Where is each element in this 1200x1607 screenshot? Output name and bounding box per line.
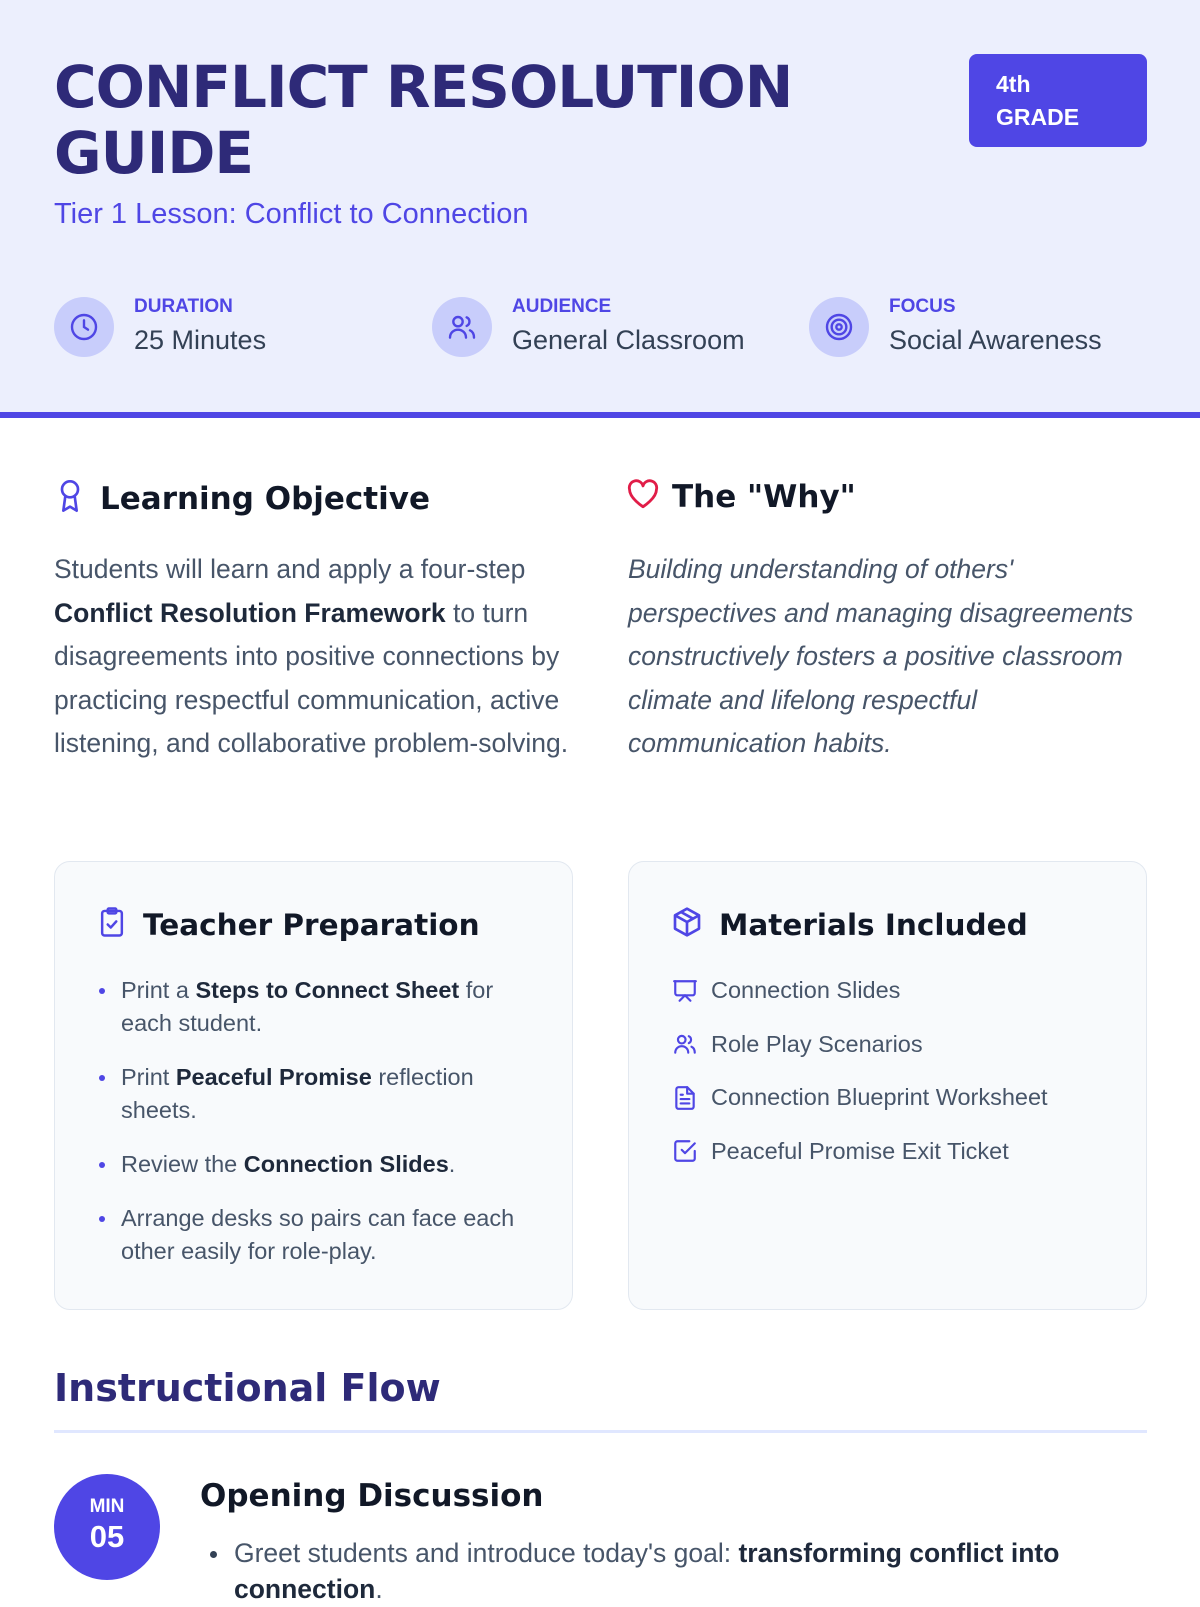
- grade-badge-number: 4th: [996, 71, 1031, 97]
- teacher-prep-title: Teacher Preparation: [143, 907, 480, 942]
- meta-label: FOCUS: [889, 296, 956, 317]
- meta-label: DURATION: [134, 296, 233, 317]
- section-divider: [54, 1430, 1147, 1433]
- objective-title: Learning Objective: [100, 480, 430, 517]
- box-icon: [671, 906, 703, 943]
- teacher-prep-heading: [97, 906, 480, 943]
- check-square-icon: [671, 1137, 699, 1165]
- step-min-label: MIN: [89, 1496, 125, 1517]
- meta-value: General Classroom: [512, 325, 745, 355]
- why-title: The "Why": [672, 478, 856, 515]
- list-item: Peaceful Promise Exit Ticket: [671, 1135, 1048, 1168]
- list-item: Greet students and introduce today's goal: transforming conflict into connection.: [234, 1535, 1134, 1607]
- list-item: Review the Connection Slides.: [121, 1148, 541, 1181]
- instructional-flow-title: Instructional Flow: [54, 1366, 441, 1410]
- list-item: Print a Steps to Connect Sheet for each student.: [121, 974, 541, 1040]
- list-item: Arrange desks so pairs can face each other easily for role-play.: [121, 1202, 541, 1268]
- materials-list: [671, 974, 1048, 1188]
- clock-icon: [54, 297, 114, 357]
- list-item: Role Play Scenarios: [671, 1028, 1048, 1061]
- target-icon: [809, 297, 869, 357]
- meta-focus: [809, 296, 1102, 358]
- grade-badge-label: GRADE: [996, 104, 1080, 130]
- heart-icon: [626, 478, 660, 515]
- materials-heading: [671, 906, 1028, 943]
- step-time-badge: [54, 1474, 160, 1580]
- file-text-icon: [671, 1084, 699, 1112]
- users-icon: [671, 1030, 699, 1058]
- list-item: Print Peaceful Promise reflection sheets.: [121, 1061, 541, 1127]
- clipboard-check-icon: [97, 906, 127, 943]
- lesson-header: [0, 0, 1200, 418]
- teacher-prep-card: [54, 861, 573, 1310]
- page-title: CONFLICT RESOLUTION GUIDE: [54, 53, 793, 187]
- materials-title: Materials Included: [719, 907, 1028, 942]
- meta-label: AUDIENCE: [512, 296, 612, 317]
- objective-heading: [54, 478, 430, 519]
- materials-card: [628, 861, 1147, 1310]
- meta-audience: [432, 296, 745, 358]
- grade-badge: [969, 54, 1147, 147]
- meta-value: Social Awareness: [889, 325, 1102, 355]
- presentation-icon: [671, 977, 699, 1005]
- users-icon: [432, 297, 492, 357]
- meta-value: 25 Minutes: [134, 325, 267, 355]
- award-icon: [54, 478, 86, 519]
- why-text: Building understanding of others' perspectives and managing disagreements constructively fosters a positive classroom climate and lifelong respectful communication habits.: [628, 554, 1134, 758]
- why-heading: [626, 478, 856, 515]
- list-item: Connection Slides: [671, 974, 1048, 1007]
- step-minutes: 05: [89, 1519, 125, 1554]
- meta-duration: [54, 296, 266, 358]
- step-bullets: [234, 1535, 1134, 1607]
- teacher-prep-list: [121, 974, 541, 1289]
- step-title: Opening Discussion: [200, 1478, 544, 1514]
- list-item: Connection Blueprint Worksheet: [671, 1081, 1048, 1114]
- page-subtitle: Tier 1 Lesson: Conflict to Connection: [54, 198, 529, 230]
- objective-text: Students will learn and apply a four-step Conflict Resolution Framework to turn disagreements into positive connections by practicing respectful communication, active listening, and collaborative problem-solving.: [54, 554, 569, 758]
